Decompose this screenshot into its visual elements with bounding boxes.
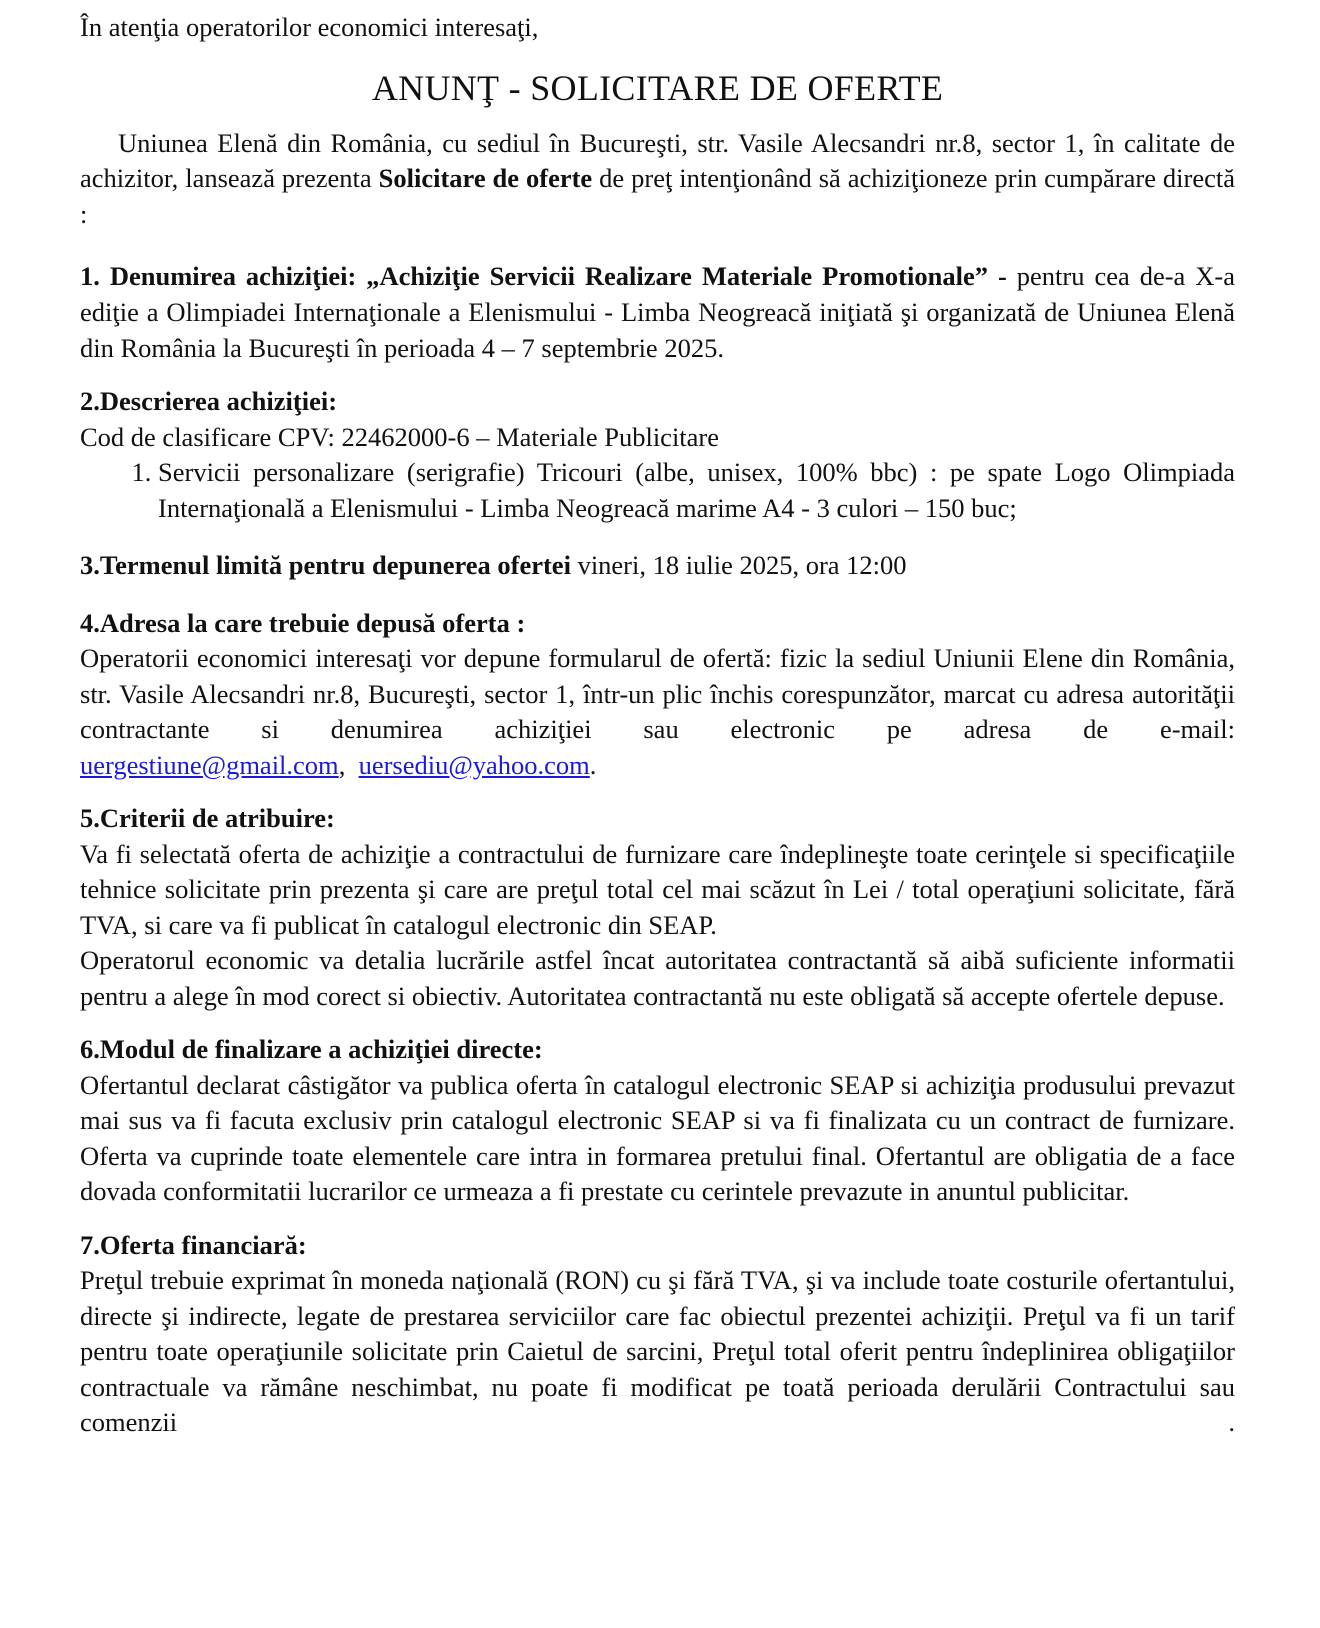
section-6-heading: 6.Modul de finalizare a achiziţiei directe:	[80, 1034, 543, 1064]
intro-bold: Solicitare de oferte	[378, 163, 593, 193]
section-7-paragraph: Preţul trebuie exprimat în moneda naţională (RON) cu şi fără TVA, şi va include toate costurile ofertantului, directe şi indirecte, legate de prestarea serviciilor care fac obiectul prezentei achiziţii. Preţul va fi un tarif pentru toate operaţiunile solicitate prin Caietul de sarcini, Preţul total oferit pentru îndeplinirea obligaţiilor contractuale va rămâne neschimbat, nu poate fi modificat pe toată perioada derulării Contractului sau comenzii .	[80, 1265, 1235, 1437]
section-7	[80, 1228, 1235, 1441]
page-title: ANUNŢ - SOLICITARE DE OFERTE	[371, 67, 944, 108]
section-3-paragraph	[80, 548, 1235, 584]
section-5-paragraph-1: Va fi selectată oferta de achiziţie a contractului de furnizare care îndeplineşte toate cerinţele si specificaţiile tehnice solicitate prin prezenta şi care are preţul total cel mai scăzut în Lei / total operaţiuni solicitate, fără TVA, si care va fi publicat în catalogul electronic din SEAP.	[80, 838, 1235, 940]
address-end: .	[589, 749, 597, 780]
section-4-heading: 4.Adresa la care trebuie depusă oferta :	[80, 607, 526, 638]
email-link-sediu[interactable]: uersediu@yahoo.com	[358, 749, 590, 780]
section-2-heading: 2.Descrierea achiziţiei:	[80, 386, 338, 416]
section-1-paragraph	[80, 258, 1235, 366]
section-5-heading: 5.Criterii de atribuire:	[80, 803, 335, 833]
cpv-code: Cod de clasificare CPV: 22462000-6 – Materiale Publicitare	[80, 421, 720, 452]
greeting: În atenţia operatorilor economici interesaţi,	[80, 12, 539, 42]
deadline-text: vineri, 18 iulie 2025, ora 12:00	[570, 550, 907, 580]
document-page	[80, 10, 1235, 1441]
section-5	[80, 801, 1235, 1014]
list-item: 1. Servicii personalizare (serigrafie) Tricouri (albe, unisex, 100% bbc) : pe spate Logo Olimpiada Internaţională a Elenismului - Limba Neogreacă marime A4 - 3 culori – 150 buc;	[158, 455, 1235, 526]
email-link-gestiune[interactable]: uergestiune@gmail.com	[80, 749, 339, 780]
section-6	[80, 1032, 1235, 1210]
section-2	[80, 384, 1235, 526]
section-4-paragraph	[80, 641, 1235, 783]
section-1-text: pentru cea de-a X-a ediţie a Olimpiadei Internaţionale a Elenismului - Limba Neogreacă iniţiată şi organizată de Uniunea Elenă din România la Bucureşti în perioada 4 – 7 septembrie 2025.	[80, 261, 1236, 363]
item-list	[80, 455, 1235, 526]
section-1-heading: 1. Denumirea achiziţiei: „Achiziţie Servicii Realizare Materiale Promotionale” -	[80, 261, 1007, 291]
intro-text-2: de preţ intenţionând să achiziţioneze prin cumpărare directă :	[80, 163, 1236, 229]
email-separator: ,	[338, 749, 359, 780]
section-1	[80, 258, 1235, 366]
section-6-paragraph: Ofertantul declarat câstigător va publica oferta în catalogul electronic SEAP si achiziţia produsului prevazut mai sus va fi facuta exclusiv prin catalogul electronic SEAP si va fi finalizata cu un contract de furnizare. Oferta va cuprinde toate elementele care intra in formarea pretului final. Ofertantul are obligatia de a face dovada conformitatii lucrarilor ce urmeaza a fi prestate cu cerintele prevazute in anuntul publicitar.	[80, 1069, 1235, 1206]
intro-text-1: Uniunea Elenă din România, cu sediul în Bucureşti, str. Vasile Alecsandri nr.8, sector 1, în calitate de achizitor, lansează prezenta	[80, 127, 1235, 193]
section-3-heading: 3.Termenul limită pentru depunerea ofertei	[80, 550, 571, 580]
section-4	[80, 606, 1235, 784]
intro-paragraph	[80, 126, 1235, 233]
address-text: Operatorii economici interesaţi vor depune formularul de ofertă: fizic la sediul Uniunii Elene din România, str. Vasile Alecsandri nr.8, Bucureşti, sector 1, într-un plic închis corespunzător, marcat cu adresa autorităţii contractante si denumirea achiziţiei sau electronic pe adresa de e-mail:	[80, 643, 1235, 744]
section-7-heading: 7.Oferta financiară:	[80, 1229, 307, 1260]
section-3	[80, 548, 1235, 584]
section-5-paragraph-2: Operatorul economic va detalia lucrările astfel încat autoritatea contractantă să aibă suficiente informatii pentru a alege în mod corect si obiectiv. Autoritatea contractantă nu este obligată să accepte ofertele depuse.	[80, 945, 1235, 1011]
